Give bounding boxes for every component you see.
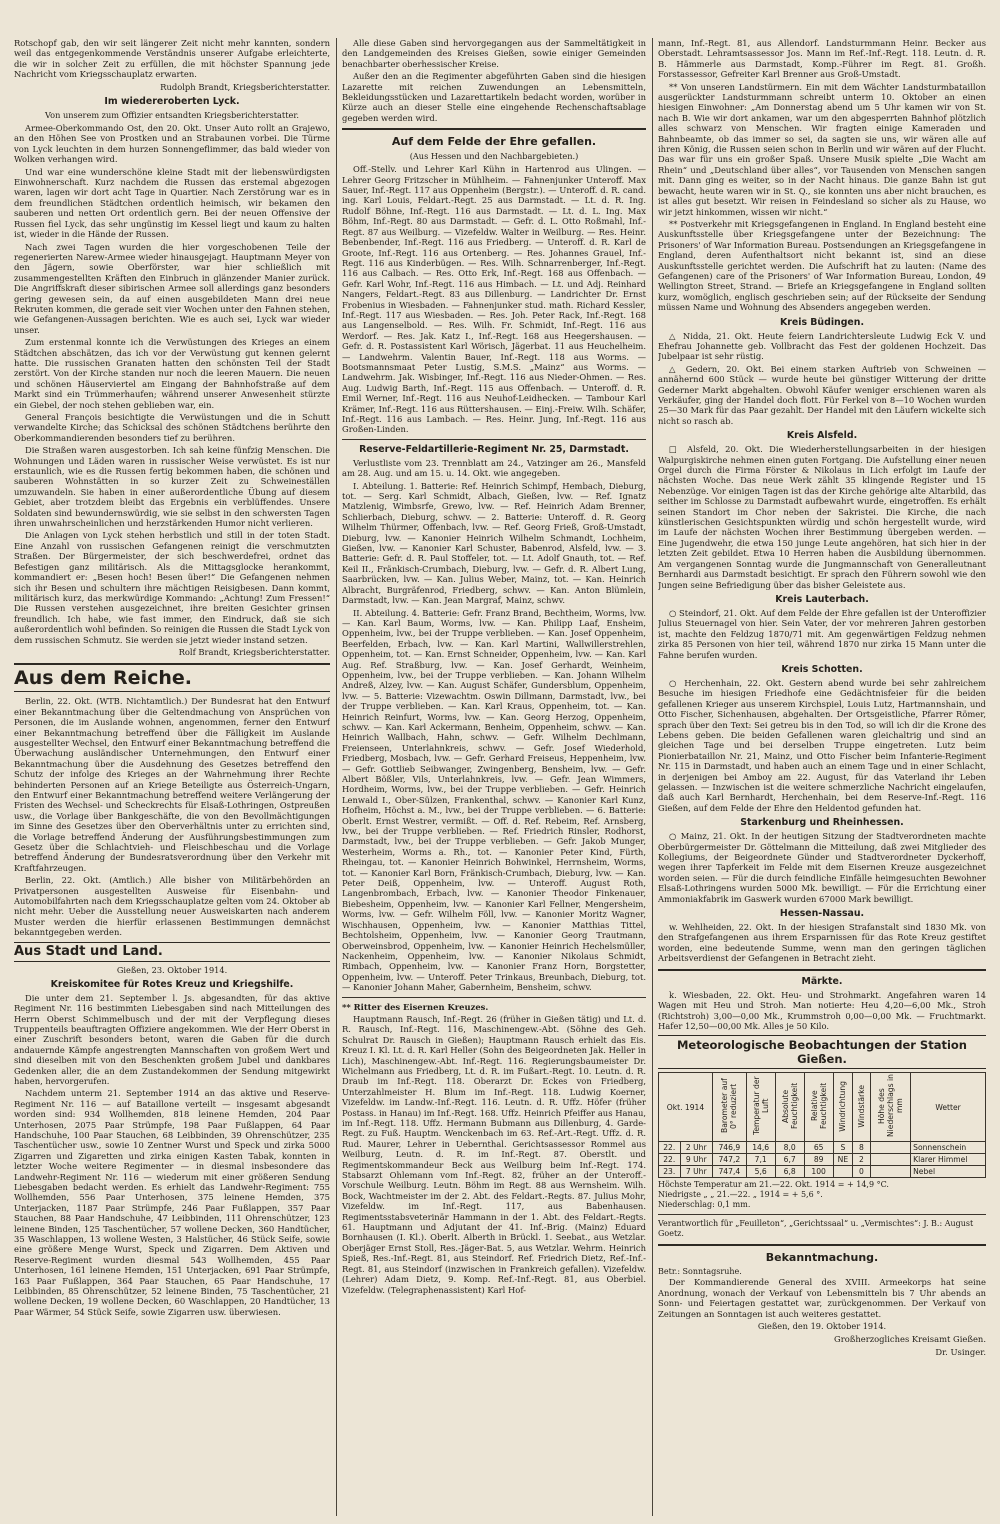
weather-header-rel-humidity: Relative Feuchtigkeit bbox=[804, 1073, 833, 1142]
lyck-paragraph: Armee-Oberkommando Ost, den 20. Okt. Unser Auto rollt an Grajewo, an den Höhen See von Prostken und an Strabaunen vorbei. Die Türme von Lyck leuchten in dem hurzen Sonnengeflimmer, das bald wieder von Wolken verhangen wird. bbox=[14, 123, 330, 165]
budingen-paragraph: △ Gedern, 20. Okt. Bei einem starken Auftrieb von Schweinen — annähernd 600 Stück — wurde heute bei günstiger Witterung der dritte Gederner Markt abgehalten. Obwohl Käufer weniger erschienen waren als Verkäufer, ging der Handel doch flott. Für Ferkel von 8—10 Wochen wurden 25—30 Mark für das Paar gezahlt. Der Handel mit den Läufern wickelte sich nicht so rasch ab. bbox=[658, 363, 986, 426]
bekanntmachung-dateline: Gießen, den 19. Oktober 1914. bbox=[757, 1320, 887, 1331]
cell-date: 22. bbox=[659, 1142, 681, 1154]
budingen-title: Kreis Büdingen. bbox=[779, 316, 865, 328]
cell-rel-humidity: 100 bbox=[804, 1166, 833, 1178]
cell-precipitation bbox=[870, 1154, 910, 1166]
budingen-paragraph: △ Nidda, 21. Okt. Heute feiern Landrichtersleute Ludwig Eck V. und Ehefrau Johannette geb. Vollbracht das Fest der goldenen Hochzeit. Das Jubelpaar ist sehr rüstig. bbox=[658, 330, 986, 362]
markte-paragraph: k. Wiesbaden, 22. Okt. Heu- und Strohmarkt. Angefahren waren 14 Wagen mit Heu und Stroh. Man notierte: Heu 4,20—6,00 Mk., Stroh (Richtstroh) 3,00—0,00 Mk., Krummstroh 0,00—0,00 Mk. — Fruchtmarkt. Hafer 12,50—00,00 Mk. Alles je 50 Kilo. bbox=[658, 989, 986, 1031]
lyck-paragraph: Nach zwei Tagen wurden die hier vorgeschobenen Teile der regenerierten Narew-Armee wieder hinausgejagt. Hauptmann Meyer von den Jägern, sowie Oberförster, war hier schließlich mit zusammengestellten Kräften den Einbruch in glänzender Manier zurück. Die Angriffskraft dieser sibirischen Armee soll allerdings ganz besonders gering gewesen sein, da auf einen ausgebildeten Mann drei neue Rekruten kommen, die gerade seit vier Wochen unter den Fahnen stehen, wie Gefangenen-Aussagen berichten. Wie es auch sei, Lyck war wieder unser. bbox=[14, 241, 330, 335]
divider bbox=[342, 128, 646, 130]
lyck-paragraph: General François besichtigte die Verwüstungen und die in Schutt verwandelte Kirche; das Schicksal des schönen Städtchens berührte den Oberkommandierenden besonders tief zu berühren. bbox=[14, 412, 330, 443]
divider bbox=[342, 997, 646, 998]
weather-header-date: Okt. 1914 bbox=[659, 1073, 713, 1142]
weather-table bbox=[658, 1072, 986, 1178]
reserve-title: Reserve-Feldartillerie-Regiment Nr. 25, Darmstadt. bbox=[359, 443, 629, 455]
lyck-signature: Rolf Brandt, Kriegsberichterstatter. bbox=[178, 646, 330, 657]
alsfeld-paragraph: □ Alsfeld, 20. Okt. Die Wiederherstellungsarbeiten in der hiesigen Walpurgiskirche nehmen einen guten Fortgang. Die Aufstellung einer neuen Orgel durch die Firma Förster & Nikolaus in Lich erfolgt im Laufe der nächsten Woche. Das neue Werk zählt 35 klingende Register und 15 Nebenzüge. Vor einigen Tagen ist das der Kirche gehörige alte Altarbild, das seither im Schlosse zu Darmstadt aufbewahrt wurde, eingetroffen. Es erhält seinen Standort im Chor neben der Sakristei. Die Kirche, die nach künstlerischen Gesichtspunkten würdig und schön hergestellt wurde, wird im Laufe der nächsten Wochen ihrer Bestimmung übergeben werden. — Eine Jugendwehr, die etwa 150 junge Leute angehören, hat sich hier in der letzten Zeit gebildet. Etwa 10 Herren haben die Ausbildung übernommen. Am vergangenen Sonntag wurde die Jungmannschaft von Generalleutnant Bernhardi aus Darmstadt besichtigt. Er sprach den Führern sowohl wie den Jungen seine Befriedigung über das bisher Geleistete aus. bbox=[658, 444, 986, 590]
col3-continued-paragraph: mann, Inf.-Regt. 81, aus Allendorf. Landsturmmann Heinr. Becker aus Oberstadt. Lehramtsassessor Jos. Mann im Ref.-Inf.-Regt. 118. Leutn. d. R. B. Hämmerle aus Darmstadt, Komp.-Führer im Regt. 81. Großh. Forstassessor, Gefreiter Karl Brenner aus Groß-Umstadt. bbox=[658, 38, 986, 80]
divider bbox=[342, 439, 646, 440]
weather-note: Niederschlag: 0,1 mm. bbox=[658, 1200, 751, 1210]
bekanntmachung-subject: Betr.: Sonntagsruhe. bbox=[658, 1267, 742, 1277]
divider bbox=[658, 1244, 986, 1246]
table-row bbox=[659, 1166, 986, 1178]
stadt-dateline: Gießen, 23. Oktober 1914. bbox=[116, 964, 228, 975]
weather-header-weather: Wetter bbox=[911, 1073, 986, 1142]
bekanntmachung-paragraph: Der Kommandierende General des XVIII. Armeekorps hat seine Anordnung, wonach der Verkauf von Lebensmitteln bis 7 Uhr abends an Sonn- und Feiertagen gestattet war, zurückgenommen. Der Verkauf von Zeitungen an Sonntagen ist auch weiteres gestattet. bbox=[658, 1277, 986, 1319]
starkenburg-paragraph: ○ Mainz, 21. Okt. In der heutigen Sitzung der Stadtverordneten machte Oberbürgermeister Dr. Göttelmann die Mitteilung, daß zwei Mitglieder des Kollegiums, der Beigeordnete Günder und Stadtverordneter Dyckerhoff, wegen ihrer Tapferkeit im Felde mit dem Eisernen Kreuze ausgezeichnet worden seien. — Für die durch feindliche Einfälle heimgesuchten Bewohner Elsaß-Lothringens wurden 5000 Mk. bewilligt. — Für die Errichtung einer Ammoniakfabrik im Gaswerk wurden 67000 Mark bewilligt. bbox=[658, 831, 986, 904]
komitee-title: Kreiskomitee für Rotes Kreuz und Kriegshilfe. bbox=[50, 978, 294, 990]
cell-weather: Klarer Himmel bbox=[911, 1154, 986, 1166]
cell-barometer: 747,4 bbox=[712, 1166, 746, 1178]
divider bbox=[658, 969, 986, 971]
ehre-subtitle: (Aus Hessen und den Nachbargebieten.) bbox=[409, 151, 579, 162]
weather-note: Höchste Temperatur am 21.—22. Okt. 1914 = + 14,9 °C. bbox=[658, 1180, 889, 1190]
cell-barometer: 747,2 bbox=[712, 1154, 746, 1166]
lyck-paragraph: Zum erstenmal konnte ich die Verwüstungen des Krieges an einem Städtchen abschätzen, das ich vor der Verwüstung gut kennen gelernt hatte. Die russischen Granaten hatten den schönsten Teil der Stadt zerstört. Von der Kirche standen nur noch die leeren Mauern. Die neuen und schönen Häuserviertel am Eingang der Bahnhofstraße auf dem Markt sind ein Trümmerhaufen; während unserer Anwesenheit stürzte ein Giebel, der noch stehen geblieben war, ein. bbox=[14, 337, 330, 410]
reich-paragraph: Berlin, 22. Okt. (Amtlich.) Alle bisher von Militärbehörden an Privatpersonen ausgestellten Ausweise für Eisenbahn- und Automobilfahrten nach dem Kriegsschauplatze gelten vom 24. Oktober ab nicht mehr. Ueber die Ausstellung neuer Ausweiskarten nach anderem Muster werden die hierfür erlassenen Bestimmungen demnächst bekanntgegeben werden. bbox=[14, 875, 330, 938]
column-2 bbox=[342, 38, 646, 1516]
cell-precipitation bbox=[870, 1142, 910, 1154]
cell-abs-humidity: 6,8 bbox=[775, 1166, 804, 1178]
cell-rel-humidity: 89 bbox=[804, 1154, 833, 1166]
cell-hour: 9 Uhr bbox=[680, 1154, 712, 1166]
cell-hour: 2 Uhr bbox=[680, 1142, 712, 1154]
alsfeld-title: Kreis Alsfeld. bbox=[786, 430, 858, 442]
verantwortlich-line: Verantwortlich für „Feuilleton“, „Gerichtssaal“ u. „Vermischtes“: J. B.: August Goetz. bbox=[658, 1219, 974, 1239]
lauterbach-title: Kreis Lauterbach. bbox=[775, 593, 869, 605]
stadt-section-title: Aus Stadt und Land. bbox=[14, 942, 330, 962]
weather-header-wind-direction: Windrichtung bbox=[833, 1073, 853, 1142]
cell-wind-direction: S bbox=[833, 1142, 853, 1154]
weather-header-precipitation: Höhe des Niederschlags in mm bbox=[870, 1073, 910, 1142]
cell-wind-force: 0 bbox=[853, 1166, 871, 1178]
cell-date: 23. bbox=[659, 1166, 681, 1178]
ehre-title: Auf dem Felde der Ehre gefallen. bbox=[391, 135, 597, 149]
column-rule-2 bbox=[652, 38, 653, 1516]
reserve-paragraph: II. Abteilung. 4. Batterie: Gefr. Franz Brand, Bechtheim, Worms, lvw. — Kan. Karl Baum, Worms, lvw. — Kan. Philipp Laaf, Ensheim, Oppenheim, lvw., bei der Truppe verblieben. — Kan. Josef Oppenheim, Beerfelden, Erbach, lvw. — Kan. Karl Martini, Wallwillerstrehlen, Oppenheim, tot. — Kan. Ernst Schneider, Oppenheim, lvw. — Kan. Karl Aug. Ref. Straßburg, lvw. — Kan. Josef Gerhardt, Weinheim, Oppenheim, lvw., bei der Truppe verblieben. — Kan. Johann Wilhelm Andreß, Alzey, lvw. — Kan. August Schäfer, Gundersblum, Oppenheim, lvw. — 5. Batterie: Vizewachtm. Oswin Dillmann, Darmstadt, lvw., bei der Truppe verblieben. — Kan. Karl Kraus, Oppenheim, tot. — Kan. Heinrich Reinfurt, Worms, lvw. — Kan. Georg Herzog, Oppenheim, schwv. — Kan. Karl Ackermann, Benheim, Oppenheim, schwv. — Kan. Heinrich Wallbach, Hahn, schwv. — Gefr. Wilhelm Dechlmann, Freienseen, Unterlahnkreis, schwv. — Gefr. Josef Wiederhold, Friedberg, Mosbach, lvw. — Gefr. Gerhard Freiseus, Heppenheim, lvw. — Gefr. Gottlieb Seibwanger, Zwingenberg, Bensheim, lvw. — Gefr. Albert Bößler, Vils, Unterlahnkreis, lvw. — Gefr. Jean Wimmers, Hordheim, Worms, lvw., bei der Truppe verblieben. — Gefr. Heinrich Lenwald I., Ober-Sülzen, Frankenthal, schwv. — Kanonier Karl Kunz, Hofheim, Höchst a. M., lvw., bei der Truppe verblieben. — 6. Batterie: Oberlt. Ernst Westrer, vermißt. — Off. d. Ref. Rebeim, Ref. Arnsberg, lvw., bei der Truppe verblieben. — Ref. Friedrich Rinsler, Rodhorst, Darmstadt, lvw., bei der Truppe verblieben. — Gefr. Jakob Munger, Westerheim, Worms a. Rh., tot. — Kanonier Peter Kind, Fürth, Rheingau, tot. — Kanonier Heinrich Bohwinkel, Herrnsheim, Worms, tot. — Kanonier Karl Born, Fränkisch-Crumbach, Dieburg, lvw. — Kan. Peter Deiß, Oppenheim, lvw. — Unteroff. August Roth, Langenbrombach, Erbach, lvw. — Kanonier Theodor Finkenauer, Biebesheim, Oppenheim, lvw. — Kanonier Karl Fellner, Mengersheim, Worms, lvw. — Gefr. Wilhelm Föll, lvw. — Kanonier Moritz Wagner, Wischhausen, Oppenheim, lvw. — Kanonier Matthias Tittel, Bechtolsheim, Oppenheim, lvw. — Kanonier Georg Trautmann, Oberweinsbrod, Oppenheim, lvw. — Kanonier Heinrich Hechelsmüller, Nackenheim, Oppenheim, lvw. — Kanonier Nikolaus Schmidt, Rimbach, Oppenheim, lvw. — Kanonier Franz Horn, Borgstetter, Oppenheim, lvw. — Unteroff. Peter Trinkaus, Breunbach, Dieburg, tot. — Kanonier Johann Maher, Gabernheim, Bensheim, schwv. bbox=[342, 607, 646, 993]
lyck-subtitle: Von unserem zum Offizier entsandten Kriegsberichterstatter. bbox=[45, 110, 299, 121]
weather-header-temperature: Temperatur der Luft bbox=[746, 1073, 775, 1142]
cell-temperature: 5,6 bbox=[746, 1166, 775, 1178]
weather-header-abs-humidity: Absolute Feuchtigkeit bbox=[775, 1073, 804, 1142]
postverkehr-paragraph: ** Postverkehr mit Kriegsgefangenen in England. In England besteht eine Auskunftsstelle über Kriegsgefangene unter der Bezeichnung: The Prisoners' of War Information Bureau. Postsendungen an Kriegsgefangene in England, deren Aufenthaltsort nicht bekannt ist, sind an diese Auskunftsstelle gerichtet werden. Die Aufschrift hat zu lauten: (Name des Gefangenen) care of the Prisoners' of War Information Bureau, London, 49 Wellington Street, Strand. — Briefe an Kriegsgefangene in England sollten kurz, womöglich, englisch geschrieben sein; auf der Rückseite der Sendung müssen Name und Wohnung des Absenders angegeben werden. bbox=[658, 218, 986, 313]
cell-weather: Sonnenschein bbox=[911, 1142, 986, 1154]
table-row bbox=[659, 1142, 986, 1154]
gaben-paragraph: Alle diese Gaben sind hervorgegangen aus der Sammeltätigkeit in den Landgemeinden des Kreises Gießen, sowie einiger Gemeinden benachbarter oberhessischer Kreise. bbox=[342, 38, 646, 69]
bekanntmachung-signatory: Dr. Usinger. bbox=[935, 1347, 986, 1358]
starkenburg-title: Starkenburg und Rheinhessen. bbox=[740, 817, 904, 829]
lyck-paragraph: Und war eine wunderschöne kleine Stadt mit der liebenswürdigsten Einwohnerschaft. Kurz nachdem die Russen das erstemal abgezogen waren, lagen wir dort acht Tage in Quartier. Nach Zerstörung war es in dem freundlichen Städtchen ordentlich heimisch, wir bekamen den sauberen und netten Ort ordentlich gern. Bei der neuen Offensive der Russen fiel Lyck, das sehr ungünstig im Kessel liegt und kaum zu halten ist, wieder in die Hände der Russen. bbox=[14, 166, 330, 240]
intro-signature: Rudolph Brandt, Kriegsberichterstatter. bbox=[160, 81, 330, 92]
lyck-paragraph: Die Straßen waren ausgestorben. Ich sah keine fünfzig Menschen. Die Wohnungen und Läden waren in russischer Weise verwüstet. Es ist nur erstaunlich, wie es die Russen fertig bekommen haben, die schönen und sauberen Wohnstätten in so kurzer Zeit zu Schweineställen umzuwandeln. Sie haben in einer außerordentliche Übung auf diesem Gebiet, aber trotzdem bleibt das Ergebnis ein verblüffendes. Unsere Soldaten sind bewundernswürdig, wie sie selbst in den schwersten Tagen ihren unwahrscheinlichen und herzstärkenden Humor nicht verlieren. bbox=[14, 445, 330, 529]
nassau-paragraph: w. Wehlheiden, 22. Okt. In der hiesigen Strafanstalt sind 1830 Mk. von den Strafgefangenen aus ihrem Ersparnissen für das Rote Kreuz gestiftet worden, eine bedeutende Summe, wenn man den geringen täglichen Arbeitsverdienst der Gefangenen in Betracht zieht. bbox=[658, 922, 986, 964]
reich-paragraph: Berlin, 22. Okt. (WTB. Nichtamtlich.) Der Bundesrat hat den Entwurf einer Bekanntmachung über die Geltendmachung von Ansprüchen von Personen, die im Auslande wohnen, angenommen, ferner den Entwurf einer Bekanntmachung betreffend über die Fälligkeit im Auslande ausgestellter Wechsel, den Entwurf einer Bekanntmachung betreffend die Überwachung ausländischer Unternehmungen, den Entwurf einer Bekanntmachung über die Ausdehnung des Gesetzes betreffend den Schutz der infolge des Krieges an der Wahrnehmung ihrer Rechte behinderten Personen auf an Kriege Beteiligte aus Österreich-Ungarn, den Entwurf einer Bekanntmachung betreffend weitere Verlängerung der Fristen des Wechsel- und Scheckrechts für Elsaß-Lothringen, Ostpreußen usw., die Vorlage über Bankgeschäfte, die von den Bevollmächtigungen im Sinne des Gesetzes über den Oberverhältnis unter zu errichten sind, die Vorlage betreffend Änderung der Ausführungsbestimmungen zum Gesetz über die Schlachtvieh- und Fleischbeschau und die Vorlage betreffend Änderung der Bundesratsverordnung über den Verkehr mit Kraftfahrzeugen. bbox=[14, 696, 330, 873]
lyck-title: Im wiedereroberten Lyck. bbox=[104, 96, 240, 108]
cell-wind-force: 2 bbox=[853, 1154, 871, 1166]
komitee-paragraph: Die unter dem 21. September l. Js. abgesandten, für das aktive Regiment Nr. 116 bestimmten Liebesgaben sind nach Mitteilungen des Herrn Oberst Schimmelbusch und der mit der Verpflegung dieses Truppenteils beauftragten Offiziere angekommen. Wie der Herr Oberst in einer Zuschrift besonders betont, waren die Gaben für die durch andauernde Kämpfe angestrengten Mannschaften von großem Wert und sind dieselben mit von den Beschenkten großem Jubel und dankbares Gedenken aller, die an dem Zustandekommen der Sendung mitgewirkt haben, hervorgerufen. bbox=[14, 992, 330, 1086]
gaben-paragraph: Außer den an die Regimenter abgeführten Gaben sind die hiesigen Lazarette mit reichen Zuwendungen an Lebensmitteln, Bekleidungsstücken und Lazarettartikeln bedacht worden, worüber in Kürze auch an dieser Stelle eine eingehende Rechenschaftsablage gegeben werden wird. bbox=[342, 71, 646, 123]
cell-hour: 7 Uhr bbox=[680, 1166, 712, 1178]
table-row bbox=[659, 1154, 986, 1166]
cell-rel-humidity: 65 bbox=[804, 1142, 833, 1154]
komitee-paragraph: Nachdem unterm 21. September 1914 an das aktive und Reserve-Regiment Nr. 116 — auf Bataillone verteilt — insgesamt abgesandt worden sind: 934 Wollhemden, 818 leinene Hemden, 204 Paar Unterhosen, 2075 Paar Strümpfe, 198 Paar Fußlappen, 64 Paar Handschuhe, 100 Paar Stauchen, 68 Leibbinden, 39 Ohrenschützer, 235 Taschentücher usw., sowie 10 Zentner Wurst und Speck und zirka 5000 Zigarren und Zigaretten und zirka einigen Kasten Tabak, konnten in letzter Woche weitere Regimenter — in diesmal insbesondere das Landwehr-Regiment Nr. 116 — wiederum mit einer größeren Sendung Liebesgaben bedacht werden. Es erhielt das Landwehr-Regiment: 755 Wollhemden, 556 Paar Unterhosen, 375 leinene Hemden, 375 Unterjacken, 1187 Paar Strümpfe, 246 Paar Fußlappen, 357 Paar Stauchen, 88 Paar Handschuhe, 47 Leibbinden, 111 Ohrenschützer, 123 leinene Binden, 125 Taschentücher, 57 wollene Decken, 360 Handtücher, 35 Waschlappen, 13 wollene Westen, 3 Halstücher, 46 Stück Seife, sowie eine größere Menge Wurst, Speck und Zigarren. Dem Aktiven und Reserve-Regiment wurden diesmal 543 Wollhemden, 455 Paar Unterhosen, 161 leinene Hemden, 151 Unterjacken, 691 Paar Strümpfe, 163 Paar Fußlappen, 364 Paar Stauchen, 65 Paar Handschuhe, 17 Leibbinden, 85 Ohrenschützer, 52 leinene Binden, 75 Taschentücher, 21 wollene Decken, 19 wollene Decken, 60 Waschlappen, 20 Handtücher, 13 Paar Wärmer, 54 Stück Seife, sowie Zigarren usw. überwiesen. bbox=[14, 1088, 330, 1317]
lyck-paragraph: Die Anlagen von Lyck stehen herbstlich und still in der toten Stadt. Eine Anzahl von russischen Gefangenen reinigt die verschmutzten Straßen. Der Bürgermeister, der sich beschwerdefrei, ordnet das Befestigen ganz militärisch. Als die Mittagsglocke herankommt, kommandiert er: „Besen hoch! Besen über!“ Die Gefangenen nehmen sich ihr Besen und schultern ihre mächtigen Reisigbesen. Dann kommt, militärisch kurz, das merkwürdige Kommando: „Achtung! Zum Fressen!“ Die Russen verstehen ausgezeichnet, ihre breiten Gesichter grinsen freundlich. Ich habe, wie fast immer, den Eindruck, daß sie sich außerordentlich wohl befinden. So reinigen die Russen die Stadt Lyck von dem russischen Schmutz. Sie werden sie jetzt wieder instand setzen. bbox=[14, 530, 330, 645]
bekanntmachung-authority: Großherzogliches Kreisamt Gießen. bbox=[834, 1333, 986, 1344]
reserve-paragraph: Verlustliste vom 23. Trennblatt am 24., Vatzinger am 26., Mansfeld am 28. Aug. und am 15. u. 14. Okt. wie angegeben. bbox=[342, 457, 646, 479]
intro-paragraph: Rotschopf gab, den wir seit längerer Zeit nicht mehr kannten, sondern weil das entgegenkommende Verständnis unserer Aufgabe erleichterte, die wir in solcher Zeit zu erfüllen, die mit höchster Spannung jede Nachricht vom Kriegsschauplatz erwarten. bbox=[14, 38, 330, 80]
ritter-paragraph: Hauptmann Rausch, Inf.-Regt. 26 (früher in Gießen tätig) und Lt. d. R. Rausch, Inf.-Regt. 116, Maschinengew.-Abt. (Söhne des Geh. Schulrat Dr. Rausch in Gießen); Hauptmann Rausch erhielt das Eis. Kreuz I. Kl. Lt. d. R. Karl Heller (Sohn des Beigeordneten Jak. Heller in Lich), Maschinengew.-Abt. Inf.-Regt. 116. Regierungsbaumeister Dr. Wichelmann aus Friedberg, Lt. d. R. im Fußart.-Regt. 10. Leutn. d. R. Draub im Inf.-Regt. 118. Oberarzt Dr. Eckes von Friedberg, Unterzahlmeister H. Blum im Inf.-Regt. 118. Ludwig Koerner, Vizefeldw. im Landw.-Inf.-Regt. 116. Leutn. d. R. Uffz. Höfer (früher Postass. in Hanau) im Inf.-Regt. 168. Uffz. Heinrich Pfeiffer aus Hanau, im Inf.-Regt. 118. Uffz. Hermann Bubmann aus Dillenburg, 4. Garde-Regt. zu Fuß. Hauptm. Wenckenbach im 63. Ref.-Art.-Regt. Uffz. d. R. Rud. Maurer, Lehrer in Uebernthal. Gerichtsassessor Rommel aus Weilburg, Leutn. d. R. im Inf.-Regt. 87. Oberstlt. und Regimentskommandeur Beck aus Weilburg beim Inf.-Regt. 174. Stabsarzt Ohlemann vom Inf.-Regt. 82, früher an der Unteroff.-Vorschule Weilburg. Leutn. Böhm im Regt. 88 aus Wernsheim. Wilh. Bock, Wachtmeister im der 2. Abt. des Feldart.-Regts. 87. Julius Mohr, Vizefeldw. im Inf.-Regt. 117, aus Babenhausen. Regimentsstabsveterinär Hammann in der 1. Abt. des Feldart.-Regts. 61. Hauptmann und Adjutant der 41. Inf.-Brig. (Mainz) Eduard Bornhausen (I. Kl.). Oberlt. Alberth in Brückl. 1. Seebat., aus Wetzlar. Oberjäger Ernst Stoll, Res.-Jäger-Bat. 5, aus Wetzlar. Wehrm. Heinrich Spieß, Res.-Inf.-Regt. 81, aus Steindorf. Ref. Friedrich Dietz, Ref.-Inf.-Regt. 81, aus Steindorf (inzwischen in Frankreich gefallen). Vizefeldw. (Lehrer) Adam Dietz, 9. Komp. Ref.-Inf.-Regt. 81, aus Oberbiel. Vizefeldw. (Telegraphenassistent) Karl Hof- bbox=[342, 1013, 646, 1295]
cell-barometer: 746,9 bbox=[712, 1142, 746, 1154]
nassau-title: Hessen-Nassau. bbox=[779, 908, 865, 920]
bekanntmachung-title: Bekanntmachung. bbox=[765, 1251, 879, 1265]
cell-precipitation bbox=[870, 1166, 910, 1178]
weather-header-row bbox=[659, 1073, 986, 1142]
reserve-paragraph: I. Abteilung. 1. Batterie: Ref. Heinrich Schimpf, Hembach, Dieburg, tot. — Serg. Karl Schmidt, Albach, Gießen, lvw. — Ref. Ignatz Matzlenig, Wimbsrfe, Grewo, lvw. — Ref. Heinrich Adam Brenner, Schlierbach, Dieburg, schwv. — 2. Batterie: Unteroff. d. R. Georg Wilhelm Thürmer, Offenbach, lvw. — Ref. Georg Frieß, Groß-Umstadt, Dieburg, lvw. — Kanonier Heinrich Wilhelm Schmandt, Lochheim, Gießen, lvw. — Kanonier Karl Schuster, Babenrod, Alsfeld, lvw. — 3. Batterie: Gefr. d. R. Paul Stoffeler, tot. — Lt. Adolf Gnauth, tot. — Ref. Keil II., Fränkisch-Crumbach, Dieburg, lvw. — Gefr. d. R. Albert Lung, Saarbrücken, lvw. — Kan. Julius Weber, Mainz, tot. — Kan. Heinrich Albracht, Burgräfenrod, Friedberg, schwv. — Kan. Anton Blümlein, Darmstadt, lvw. — Kan. Jean Margraf, Mainz, schwv. bbox=[342, 480, 646, 606]
cell-wind-direction bbox=[833, 1166, 853, 1178]
cell-abs-humidity: 6,7 bbox=[775, 1154, 804, 1166]
column-rule-1 bbox=[336, 38, 337, 1516]
cell-temperature: 14,6 bbox=[746, 1142, 775, 1154]
landsturm-paragraph: ** Von unseren Landstürmern. Ein mit dem Wächter Landsturmbataillon ausgerückter Landsturmmann schreibt unterm 10. Oktober an einen hiesigen Einwohner: „Am Donnerstag abend um 5 Uhr kamen wir von St. nach B. Wie wir dort ankamen, war um den abgesperrten Bahnhof plötzlich alles schwarz von Menschen. Wir fragten einige Kameraden und Bahnbeamte, ob das immer so sei, da sagten sie uns, wir wären alle auf ihren König, die Russen seien schon in Berlin und wir wären auf der Flucht. Das war für uns ein großer Spaß. Unsere Musik spielte „Die Wacht am Rhein“ und „Deutschland über alles“, vor Tausenden von Menschen sangen mit. Dann ging es weiter, so in der Nacht hinaus. Die ganze Bahn ist gut bewacht, heute waren wir in St. Q., sie konnten uns aber nicht brauchen, es ist alles gut besetzt. Wir reisen in Feindesland so sicher als zu Hause, wo wir jetzt hinkommen, wissen wir nicht.“ bbox=[658, 81, 986, 217]
cell-wind-force: 8 bbox=[853, 1142, 871, 1154]
weather-header-wind-force: Windstärke bbox=[853, 1073, 871, 1142]
cell-weather: Nebel bbox=[911, 1166, 986, 1178]
column-3 bbox=[658, 38, 986, 1516]
schotten-paragraph: ○ Herchenhain, 22. Okt. Gestern abend wurde bei sehr zahlreichem Besuche im hiesigen Friedhofe eine Gedächtnisfeier für die beiden gefallenen Krieger aus unserem Kirchspiel, Louis Lutz, Hartmannshain, und Otto Fischer, Sichenhausen, abgehalten. Der Ortsgeistliche, Pfarrer Römer, sprach über den Text: Sei getreu bis in den Tod, so will ich dir die Krone des Lebens geben. Die beiden Gefallenen waren gleichaltrig und sind an gleichen Tage und bei derselben Truppe eingetreten. Lutz beim Pionierbataillon Nr. 21, Mainz, und Otto Fischer beim Infanterie-Regiment Nr. 115 in Darmstadt, und haben auch an einem Tage und in einer Schlacht, in derjenigen bei Amboy am 22. August, für das Vaterland ihr Leben gelassen. — Inzwischen ist die weitere schmerzliche Nachricht eingelaufen, daß auch Karl Bernhardt, Herchenhain, bei dem Reserve-Inf.-Regt. 116 Gießen, auf dem Felde der Ehre den Heldentod gefunden hat. bbox=[658, 677, 986, 813]
cell-wind-direction: NE bbox=[833, 1154, 853, 1166]
schotten-title: Kreis Schotten. bbox=[781, 663, 863, 675]
markte-title: Märkte. bbox=[801, 975, 843, 987]
lauterbach-paragraph: ○ Steindorf, 21. Okt. Auf dem Felde der Ehre gefallen ist der Unteroffizier Julius Steuernagel von hier. Sein Vater, der vor mehreren Jahren gestorben ist, machte den Feldzug 1870/71 mit. Am gegenwärtigen Feldzug nehmen zirka 85 Personen von hier teil, während 1870 nur zirka 15 Mann unter die Fahne berufen wurden. bbox=[658, 607, 986, 660]
ehre-list: Off.-Stellv. und Lehrer Karl Kühn in Hartenrod aus Ulingen. — Lehrer Georg Fritzscher in Mühlheim. — Fahnenjunker Unteroff. Max Sauer, Inf.-Regt. 117 aus Oppenheim (Bergstr.). — Unteroff. d. R. cand. ing. Karl Louis, Feldart.-Regt. 25 aus Darmstadt. — Lt. d. R. Ing. Rudolf Böhne, Inf.-Regt. 116 aus Darmstadt. — Lt. d. L. Ing. Max Böhm, Inf.-Regt. 80 aus Darmstadt. — Gefr. d. L. Otto Roßmahl, Inf.-Regt. 87 aus Weilburg. — Vizefeldw. Walter in Weilburg. — Res. Heinr. Bebenbender, Inf.-Regt. 116 aus Friedberg. — Unteroff. d. R. Karl de Groote, Inf.-Regt. 116 aus Ortenberg. — Res. Johannes Grauel, Inf.-Regt. 116 aus Kinderbügen. — Res. Wilh. Schnarrenberger, Inf.-Regt. 116 aus Calbach. — Res. Otto Erk, Inf.-Regt. 168 aus Offenbach. — Gefr. Karl Wohr, Inf.-Regt. 116 aus Himbach. — Lt. und Adj. Reinhard Nangers, Feldart.-Regt. 83 aus Dillenburg. — Landrichter Dr. Ernst Frobenius in Wiesbaden. — Fahnenjunker stud. math. Richard Kessler, Inf.-Regt. 117 aus Wiesbaden. — Res. Joh. Peter Rack, Inf.-Regt. 168 aus Langenselbold. — Res. Wilh. Fr. Schmidt, Inf.-Regt. 116 aus Werdorf. — Res. Jak. Katz I., Inf.-Regt. 168 aus Heegershausen. — Gefr. d. R. Postassistent Karl Wörisch, Jägerbat. 11 aus Heuchelheim. — Landwehrm. Valentin Bauer, Inf.-Regt. 118 aus Worms. — Bootsmannsmaat Peter Lustig, S.M.S. „Mainz“ aus Worms. — Landwehrm. Jak. Wisbinger, Inf.-Regt. 116 aus Nieder-Ohmen. — Res. Aug. Ludwig Barth, Inf.-Regt. 115 aus Offenbach. — Unteroff. d. R. Emil Werner, Inf.-Regt. 116 aus Neuhof-Leidhecken. — Tambour Karl Krämer, Inf.-Regt. 116 aus Rüttershausen. — Einj.-Freiw. Wilh. Schäfer, Inf.-Regt. 116 aus Lambach. — Res. Heinr. Jung, Inf.-Regt. 116 aus Großen-Linden. bbox=[342, 164, 646, 435]
column-1 bbox=[14, 38, 330, 1516]
weather-note: Niedrigste „ „ 21.—22. „ 1914 = + 5,6 °. bbox=[658, 1190, 823, 1200]
cell-date: 22. bbox=[659, 1154, 681, 1166]
divider bbox=[658, 1214, 986, 1215]
wetter-title: Meteorologische Beobachtungen der Station Gießen. bbox=[658, 1035, 986, 1069]
reich-section-title: Aus dem Reiche. bbox=[14, 663, 330, 692]
ritter-title: ** Ritter des Eisernen Kreuzes. bbox=[342, 1001, 489, 1012]
cell-abs-humidity: 8,0 bbox=[775, 1142, 804, 1154]
weather-header-barometer: Barometer auf 0° reduziert bbox=[712, 1073, 746, 1142]
cell-temperature: 7,1 bbox=[746, 1154, 775, 1166]
